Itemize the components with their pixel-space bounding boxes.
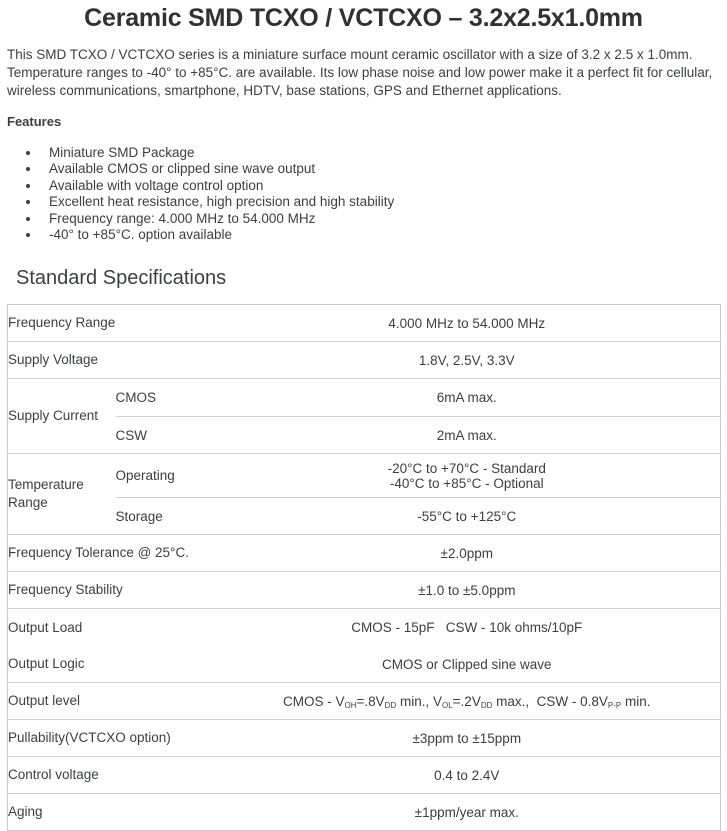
feature-item-text: Frequency range: 4.000 MHz to 54.000 MHz	[49, 210, 316, 226]
spec-row-pullability	[8, 720, 721, 757]
spec-value: CMOS - $V_{OH}=.8V_{DD}$ min., $V_{OL}=.2V_{DD}$ max., CSW - $0.8V_{P-P}$ min.	[214, 683, 721, 720]
datasheet-page	[0, 4, 727, 820]
spec-value: 1.8V, 2.5V, 3.3V	[214, 342, 721, 379]
spec-value: ±3ppm to ±15ppm	[214, 720, 721, 757]
page-title: Ceramic SMD TCXO / VCTCXO – 3.2x2.5x1.0mm	[84, 4, 643, 32]
spec-row-temperature-operating	[8, 454, 721, 498]
spec-value: 0.4 to 2.4V	[214, 757, 721, 794]
spec-row-output-logic	[8, 646, 721, 683]
features-heading: Features	[7, 114, 62, 129]
spec-value: ±2.0ppm	[214, 535, 721, 572]
spec-value: 4.000 MHz to 54.000 MHz	[214, 305, 721, 342]
feature-item-text: -40° to +85°C. option available	[49, 227, 233, 243]
spec-sublabel: Operating	[116, 454, 214, 498]
spec-label: Control voltage	[8, 757, 214, 794]
spec-label: Pullability(VCTCXO option)	[8, 720, 214, 757]
spec-row-output-load	[8, 609, 721, 646]
feature-item-text: Available with voltage control option	[49, 177, 264, 193]
spec-label: Frequency Tolerance @ 25°C.	[8, 535, 214, 572]
spec-row-frequency-tolerance	[8, 535, 721, 572]
spec-label: Aging	[8, 794, 214, 831]
spec-row-frequency-stability	[8, 572, 721, 609]
spec-sublabel: Storage	[116, 498, 214, 535]
feature-item-text: Miniature SMD Package	[49, 145, 195, 160]
spec-label: Supply Current	[8, 379, 116, 454]
spec-value-line: -40°C to +85°C - Optional	[389, 475, 544, 491]
spec-row-aging	[8, 794, 721, 831]
spec-sublabel: CMOS	[116, 379, 214, 417]
spec-label: Temperature Range	[8, 454, 116, 535]
spec-row-output-level	[8, 683, 721, 720]
spec-label: Output Logic	[8, 656, 85, 672]
spec-value: 6mA max.	[214, 379, 721, 417]
spec-value: ±1.0 to ±5.0ppm	[214, 572, 721, 609]
feature-item	[41, 211, 727, 227]
spec-label: Supply Voltage	[8, 342, 214, 379]
feature-item	[41, 178, 727, 194]
feature-item	[41, 227, 727, 243]
spec-row-frequency-range	[8, 305, 721, 342]
spec-label: Output level	[8, 683, 214, 720]
features-list	[0, 145, 727, 243]
spec-value: CMOS - 15pF CSW - 10k ohms/10pF	[214, 609, 721, 646]
spec-label: Output Load	[8, 609, 214, 646]
intro-paragraph: This SMD TCXO / VCTCXO series is a miniature surface mount ceramic oscillator with a size of 3.2 x 2.5 x 1.0mm. Temperature ranges to -40° to +85°C. are available. Its low phase noise and low power make it a perfect fit for cellular, wireless communications, smartphone, HDTV, base stations, GPS and Ethernet applications.	[7, 47, 713, 98]
spec-value: ±1ppm/year max.	[214, 794, 721, 831]
feature-item	[41, 161, 727, 177]
spec-row-control-voltage	[8, 757, 721, 794]
spec-label: Frequency Range	[8, 315, 116, 331]
spec-row-supply-current-cmos	[8, 379, 721, 417]
spec-value	[214, 454, 721, 498]
spec-value: -55°C to +125°C	[214, 498, 721, 535]
spec-value: CMOS or Clipped sine wave	[214, 646, 721, 683]
spec-value: 2mA max.	[214, 417, 721, 454]
specs-heading: Standard Specifications	[16, 267, 227, 290]
spec-sublabel: CSW	[116, 417, 214, 454]
spec-value-line: -20°C to +70°C - Standard	[387, 460, 546, 476]
specs-table	[7, 304, 721, 831]
spec-label: Frequency Stability	[8, 572, 214, 609]
feature-item	[41, 145, 727, 161]
feature-item-text: Available CMOS or clipped sine wave output	[49, 161, 316, 177]
feature-item	[41, 194, 727, 210]
feature-item-text: Excellent heat resistance, high precision and high stability	[49, 194, 395, 210]
spec-row-supply-voltage	[8, 342, 721, 379]
